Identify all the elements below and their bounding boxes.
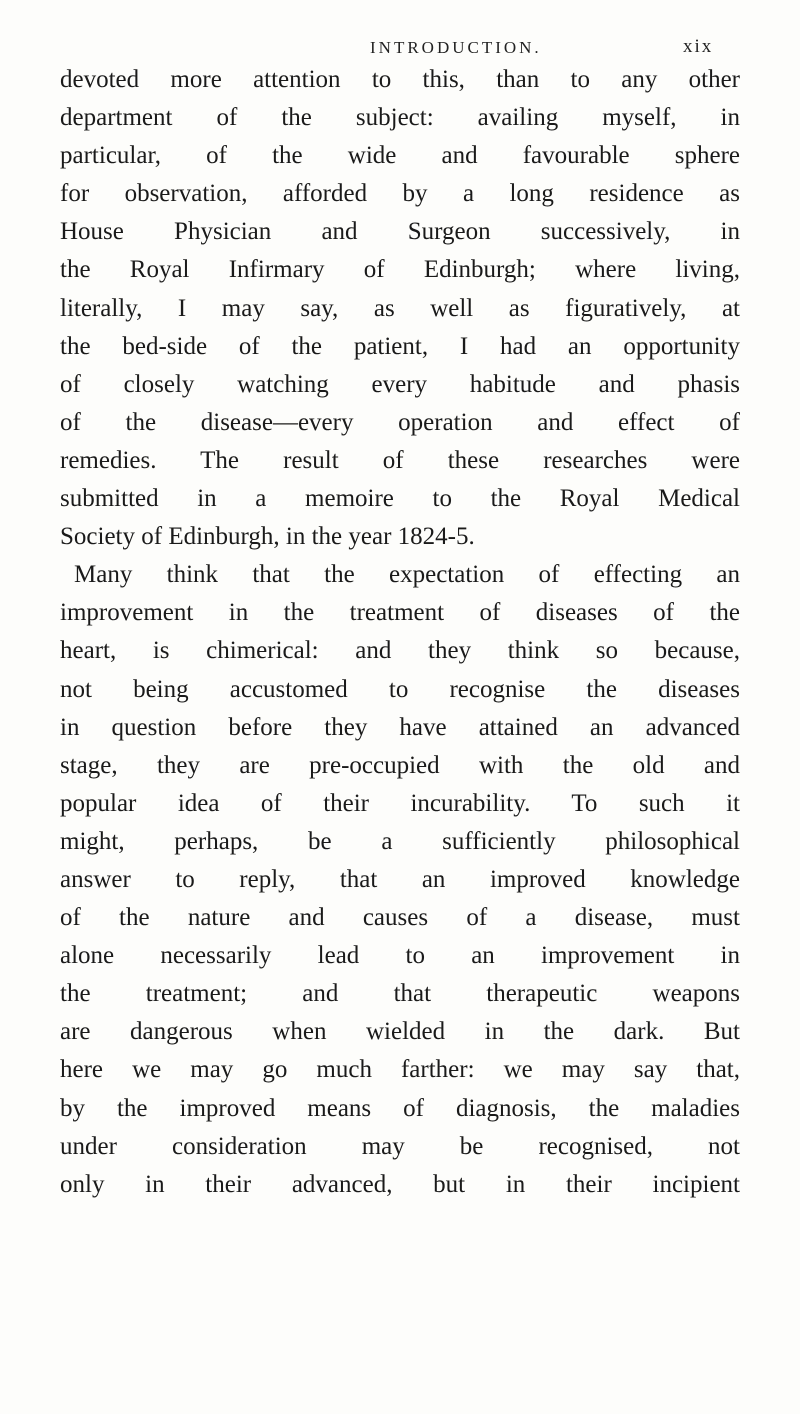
text-line: heart, is chimerical: and they think so because, [60, 637, 740, 665]
text-line: of the nature and causes of a disease, must [60, 904, 740, 932]
text-line: of the disease—every operation and effect of [60, 408, 740, 436]
text-line: by the improved means of diagnosis, the maladies [60, 1094, 740, 1122]
text-line: devoted more attention to this, than to any other [60, 66, 740, 93]
text-line: for observation, afforded by a long residence as [60, 180, 740, 208]
text-line: the Royal Infirmary of Edinburgh; where living, [60, 256, 740, 284]
text-line: House Physician and Surgeon successively, in [60, 218, 740, 246]
text-line: Society of Edinburgh, in the year 1824-5. [60, 523, 475, 551]
text-line: only in their advanced, but in their incipient [60, 1170, 740, 1198]
text-line: remedies. The result of these researches were [60, 446, 740, 474]
running-head: INTRODUCTION. [370, 38, 542, 57]
text-line: might, perhaps, be a sufficiently philosophical [60, 827, 740, 855]
text-line: stage, they are pre-occupied with the old and [60, 751, 740, 779]
text-line: literally, I may say, as well as figuratively, at [60, 294, 740, 322]
text-line: the treatment; and that therapeutic weapons [60, 980, 740, 1008]
text-line: improvement in the treatment of diseases of the [60, 599, 740, 627]
text-line: the bed-side of the patient, I had an opportunity [60, 332, 740, 360]
text-line: under consideration may be recognised, not [60, 1132, 740, 1160]
text-line: here we may go much farther: we may say that, [60, 1056, 740, 1084]
text-line: submitted in a memoire to the Royal Medical [60, 485, 740, 513]
text-line: alone necessarily lead to an improvement in [60, 942, 740, 970]
text-line: in question before they have attained an advanced [60, 713, 740, 741]
text-line: popular idea of their incurability. To such it [60, 789, 740, 817]
text-line: particular, of the wide and favourable sphere [60, 142, 740, 170]
text-line: of closely watching every habitude and phasis [60, 370, 740, 398]
body-text [60, 61, 740, 1204]
text-line: answer to reply, that an improved knowledge [60, 865, 740, 893]
text-line: Many think that the expectation of effecting an [74, 561, 740, 589]
text-line: not being accustomed to recognise the diseases [60, 675, 740, 703]
text-line: department of the subject: availing myself, in [60, 104, 740, 132]
text-line: are dangerous when wielded in the dark. But [60, 1018, 740, 1046]
page-number: xix [683, 36, 714, 57]
